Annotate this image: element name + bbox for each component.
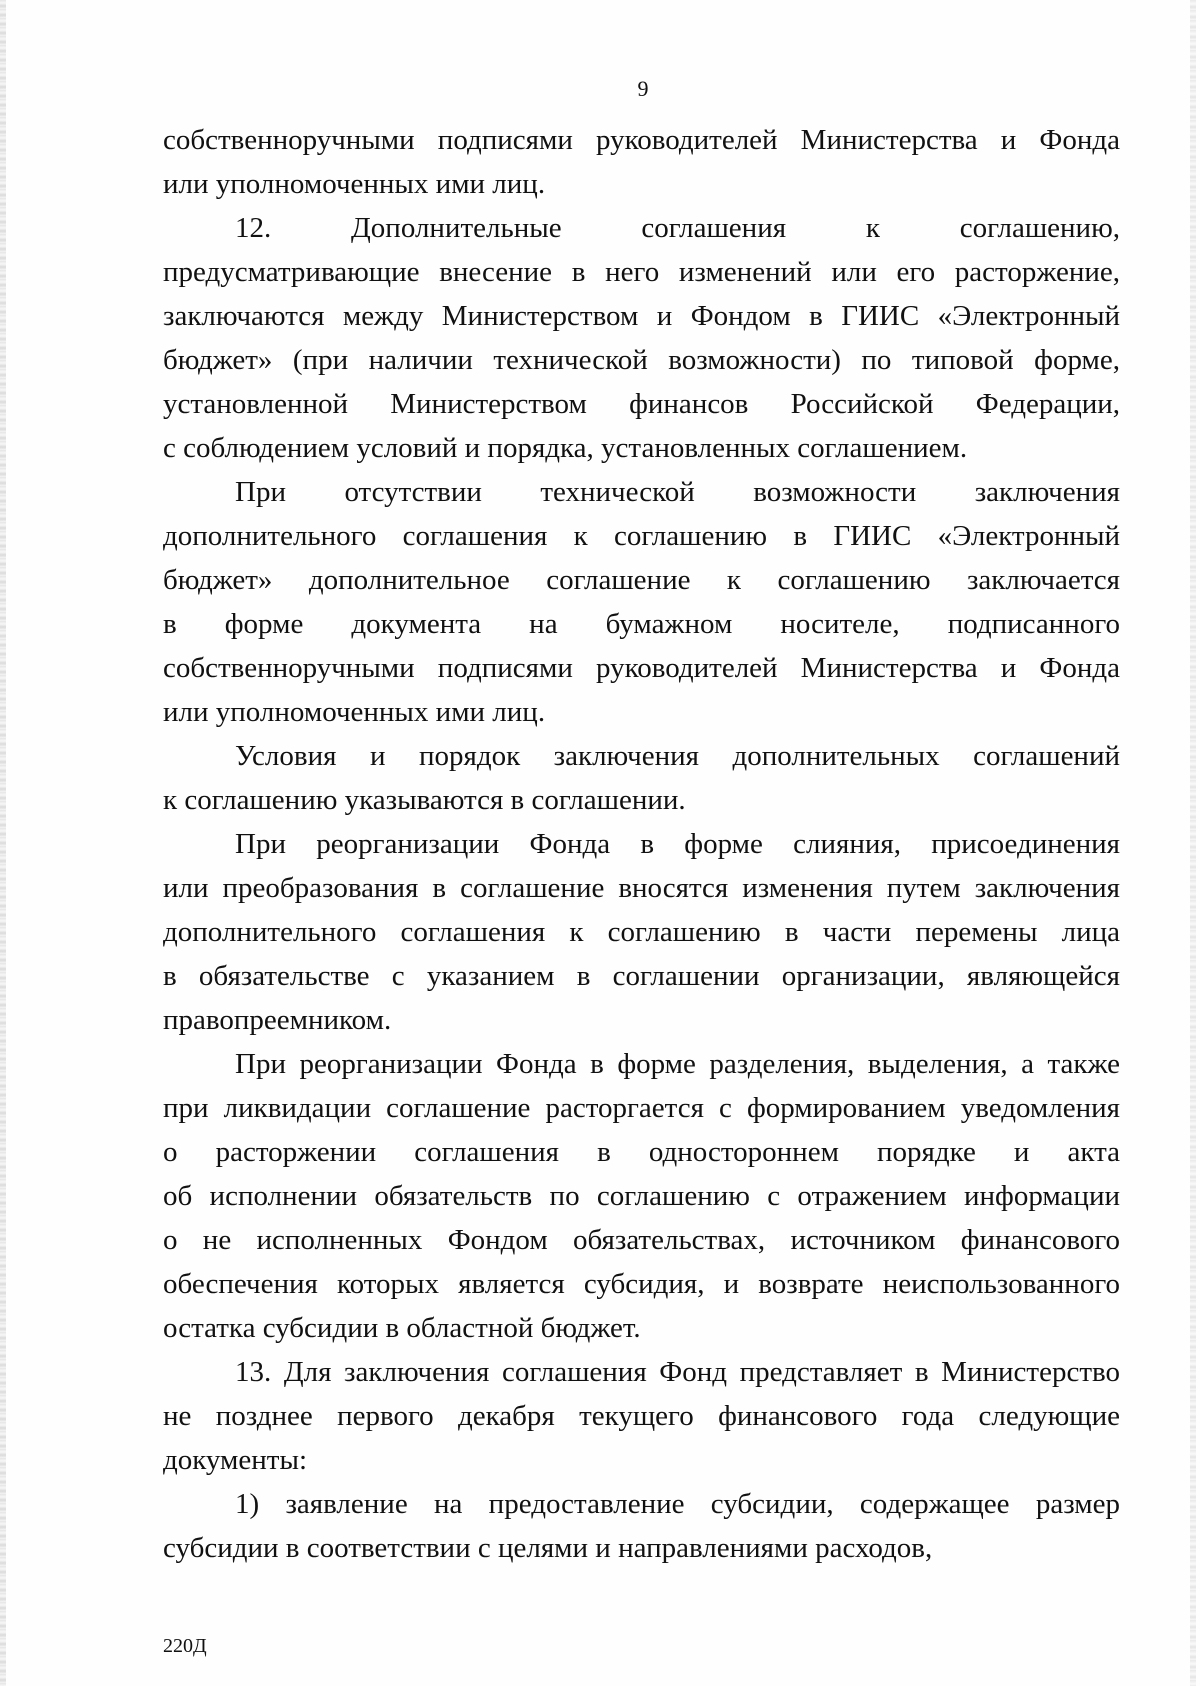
- text-line: или преобразования в соглашение вносятся изменения путем заключения: [163, 872, 1120, 904]
- text-line: субсидии в соответствии с целями и направлениями расходов,: [163, 1532, 933, 1564]
- text-line: правопреемником.: [163, 1004, 392, 1036]
- text-line: При реорганизации Фонда в форме слияния, присоединения: [235, 828, 1120, 860]
- text-line: Условия и порядок заключения дополнительных соглашений: [235, 740, 1120, 772]
- text-line: не позднее первого декабря текущего финансового года следующие: [163, 1400, 1120, 1432]
- text-line: 1) заявление на предоставление субсидии, содержащее размер: [235, 1488, 1120, 1520]
- text-line: к соглашению указываются в соглашении.: [163, 784, 686, 816]
- text-line: об исполнении обязательств по соглашению с отражением информации: [163, 1180, 1120, 1212]
- scan-edge-left: [0, 0, 6, 1686]
- text-line: о расторжении соглашения в одностороннем порядке и акта: [163, 1136, 1120, 1168]
- text-line: или уполномоченных ими лиц.: [163, 696, 546, 728]
- text-line: остатка субсидии в областной бюджет.: [163, 1312, 641, 1344]
- paragraph: [163, 734, 1120, 822]
- text-line: о не исполненных Фондом обязательствах, источником финансового: [163, 1224, 1120, 1256]
- paragraph: [163, 1042, 1120, 1350]
- text-line: в обязательстве с указанием в соглашении организации, являющейся: [163, 960, 1120, 992]
- text-line: 12. Дополнительные соглашения к соглашению,: [235, 212, 1120, 244]
- text-line: дополнительного соглашения к соглашению в части перемены лица: [163, 916, 1120, 948]
- text-line: с соблюдением условий и порядка, установленных соглашением.: [163, 432, 968, 464]
- text-line: собственноручными подписями руководителей Министерства и Фонда: [163, 124, 1120, 156]
- text-line: При реорганизации Фонда в форме разделения, выделения, а также: [235, 1048, 1120, 1080]
- paragraph: [163, 470, 1120, 734]
- text-line: При отсутствии технической возможности заключения: [235, 476, 1120, 508]
- text-line: или уполномоченных ими лиц.: [163, 168, 546, 200]
- text-line: 13. Для заключения соглашения Фонд представляет в Министерство: [235, 1356, 1120, 1388]
- text-line: бюджет» (при наличии технической возможности) по типовой форме,: [163, 344, 1120, 376]
- text-line: заключаются между Министерством и Фондом в ГИИС «Электронный: [163, 300, 1120, 332]
- text-line: дополнительного соглашения к соглашению в ГИИС «Электронный: [163, 520, 1120, 552]
- document-body: [163, 118, 1120, 1570]
- paragraph: [163, 206, 1120, 470]
- paragraph: [163, 1482, 1120, 1570]
- paragraph: [163, 822, 1120, 1042]
- text-line: документы:: [163, 1444, 308, 1476]
- text-line: собственноручными подписями руководителей Министерства и Фонда: [163, 652, 1120, 684]
- page-number: 9: [637, 76, 649, 101]
- paragraph: [163, 118, 1120, 206]
- scan-edge-right: [1190, 0, 1196, 1686]
- text-line: бюджет» дополнительное соглашение к соглашению заключается: [163, 564, 1120, 596]
- text-line: установленной Министерством финансов Российской Федерации,: [163, 388, 1120, 420]
- text-line: обеспечения которых является субсидия, и возврате неиспользованного: [163, 1268, 1120, 1300]
- text-line: в форме документа на бумажном носителе, подписанного: [163, 608, 1120, 640]
- document-code: 220Д: [163, 1635, 207, 1657]
- text-line: предусматривающие внесение в него изменений или его расторжение,: [163, 256, 1120, 288]
- paragraph: [163, 1350, 1120, 1482]
- text-line: при ликвидации соглашение расторгается с формированием уведомления: [163, 1092, 1120, 1124]
